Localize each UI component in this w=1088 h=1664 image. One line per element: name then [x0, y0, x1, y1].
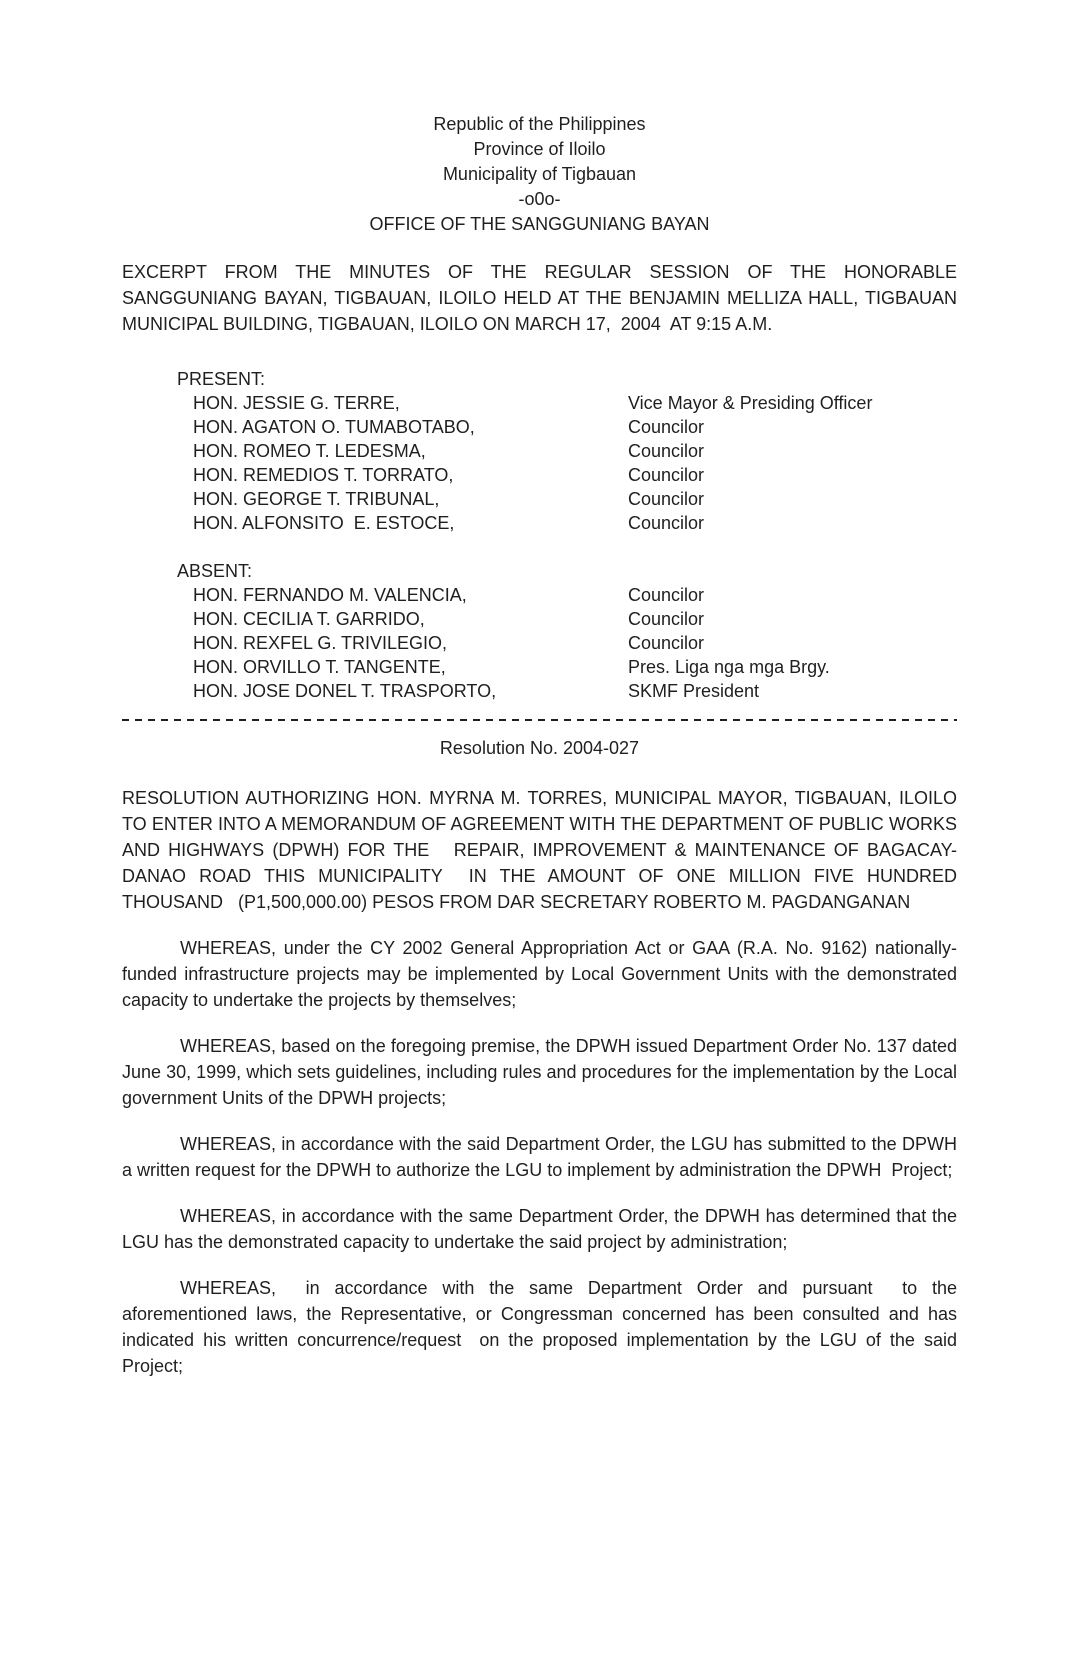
excerpt-paragraph: EXCERPT FROM THE MINUTES OF THE REGULAR SESSION OF THE HONORABLE SANGGUNIANG BAYAN, TIGBAUAN, ILOILO HELD AT THE BENJAMIN MELLIZA HALL, TIGBAUAN MUNICIPAL BUILDING, TIGBAUAN, ILOILO ON MARCH 17, 2004 AT 9:15 A.M. — [122, 262, 963, 334]
attendee-role: SKMF President — [628, 681, 760, 701]
attendee-row — [122, 511, 957, 535]
dashed-separator — [122, 719, 957, 721]
attendee-role: Councilor — [628, 465, 705, 485]
attendee-row — [122, 439, 957, 463]
attendee-row — [122, 583, 957, 607]
attendee-row — [122, 631, 957, 655]
header-municipality: Municipality of Tigbauan — [442, 164, 637, 184]
attendee-name: HON. ALFONSITO E. ESTOCE, — [193, 513, 455, 533]
attendee-name: HON. CECILIA T. GARRIDO, — [193, 609, 425, 629]
header-office: OFFICE OF THE SANGGUNIANG BAYAN — [369, 214, 710, 234]
attendee-role: Councilor — [628, 513, 705, 533]
whereas-paragraph-1: WHEREAS, under the CY 2002 General Appropriation Act or GAA (R.A. No. 9162) nationally-funded infrastructure projects may be implemented by Local Government Units with the demonstrated capacity to undertake the projects by themselves; — [122, 938, 963, 1010]
attendee-role: Councilor — [628, 417, 705, 437]
attendee-row — [122, 391, 957, 415]
attendee-role: Vice Mayor & Presiding Officer — [628, 393, 873, 413]
attendee-name: HON. ORVILLO T. TANGENTE, — [193, 657, 446, 677]
attendee-name: HON. GEORGE T. TRIBUNAL, — [193, 489, 440, 509]
attendee-name: HON. REMEDIOS T. TORRATO, — [193, 465, 454, 485]
header-ornament: -o0o- — [518, 189, 561, 209]
attendee-role: Councilor — [628, 609, 705, 629]
attendee-name: HON. ROMEO T. LEDESMA, — [193, 441, 426, 461]
absent-label: ABSENT: — [177, 561, 253, 581]
attendee-row — [122, 415, 957, 439]
whereas-paragraph-4: WHEREAS, in accordance with the same Department Order, the DPWH has determined that the LGU has the demonstrated capacity to undertake the said project by administration; — [122, 1206, 963, 1252]
attendee-role: Pres. Liga nga mga Brgy. — [628, 657, 830, 677]
attendee-role: Councilor — [628, 489, 705, 509]
attendee-row — [122, 463, 957, 487]
attendee-row — [122, 487, 957, 511]
attendee-name: HON. REXFEL G. TRIVILEGIO, — [193, 633, 448, 653]
attendee-name: HON. AGATON O. TUMABOTABO, — [193, 417, 475, 437]
resolution-number: Resolution No. 2004-027 — [439, 738, 640, 758]
attendee-row — [122, 679, 957, 703]
attendee-name: HON. FERNANDO M. VALENCIA, — [193, 585, 467, 605]
attendee-row — [122, 655, 957, 679]
attendee-role: Councilor — [628, 441, 705, 461]
resolution-title: RESOLUTION AUTHORIZING HON. MYRNA M. TORRES, MUNICIPAL MAYOR, TIGBAUAN, ILOILO TO ENTER INTO A MEMORANDUM OF AGREEMENT WITH THE DEPARTMENT OF PUBLIC WORKS AND HIGHWAYS (DPWH) FOR THE REPAIR, IMPROVEMENT & MAINTENANCE OF BAGACAY-DANAO ROAD THIS MUNICIPALITY IN THE AMOUNT OF ONE MILLION FIVE HUNDRED THOUSAND (P1,500,000.00) PESOS FROM DAR SECRETARY ROBERTO M. PAGDANGANAN — [122, 788, 962, 912]
whereas-paragraph-3: WHEREAS, in accordance with the said Department Order, the LGU has submitted to the DPWH a written request for the DPWH to authorize the LGU to implement by administration the DPWH Project; — [122, 1134, 963, 1180]
attendee-role: Councilor — [628, 633, 705, 653]
whereas-paragraph-5: WHEREAS, in accordance with the same Department Order and pursuant to the aforementioned laws, the Representative, or Congressman concerned has been consulted and has indicated his written concurrence/request on the proposed implementation by the LGU of the said Project; — [122, 1278, 963, 1376]
header-republic: Republic of the Philippines — [433, 114, 646, 134]
attendee-name: HON. JESSIE G. TERRE, — [193, 393, 400, 413]
whereas-paragraph-2: WHEREAS, based on the foregoing premise, the DPWH issued Department Order No. 137 dated June 30, 1999, which sets guidelines, including rules and procedures for the implementation by the Local government Units of the DPWH projects; — [122, 1036, 963, 1108]
present-label: PRESENT: — [177, 369, 266, 389]
attendee-role: Councilor — [628, 585, 705, 605]
absent-section — [122, 559, 957, 703]
attendee-row — [122, 607, 957, 631]
document-header — [122, 112, 957, 237]
present-section — [122, 367, 957, 535]
attendee-name: HON. JOSE DONEL T. TRASPORTO, — [193, 681, 497, 701]
header-province: Province of Iloilo — [473, 139, 606, 159]
